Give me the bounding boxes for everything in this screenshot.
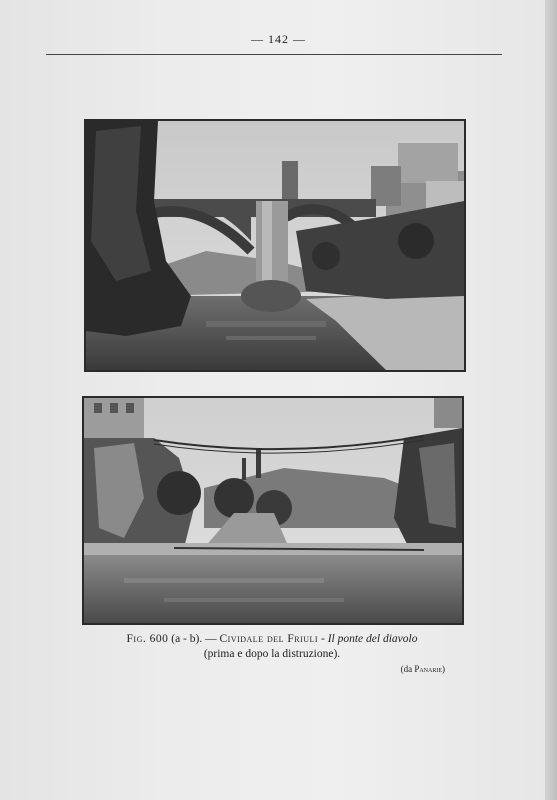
source-prefix: (da: [400, 664, 415, 674]
caption-dash: —: [205, 633, 220, 645]
caption-subtitle: (prima e dopo la distruzione).: [203, 648, 341, 660]
page-edge-shadow: [545, 0, 557, 800]
caption-place: Cividale del Friuli: [219, 633, 319, 645]
figure-parts: (a - b).: [171, 633, 203, 645]
bridge-photo-before-icon: [86, 121, 464, 370]
caption-separator: -: [320, 633, 328, 645]
figure-photo-b: [82, 396, 464, 625]
source-name: Panarie: [414, 664, 442, 674]
figure-photo-a: [84, 119, 466, 372]
source-credit: [401, 664, 445, 674]
caption-title: Il ponte del diavolo: [327, 633, 418, 645]
page-number: — 142 —: [251, 32, 306, 46]
figure-caption: [82, 632, 462, 662]
header-divider: [46, 54, 502, 55]
bridge-photo-after-icon: [84, 398, 462, 623]
source-suffix: ): [442, 664, 445, 674]
figure-label: Fig. 600: [126, 633, 169, 645]
